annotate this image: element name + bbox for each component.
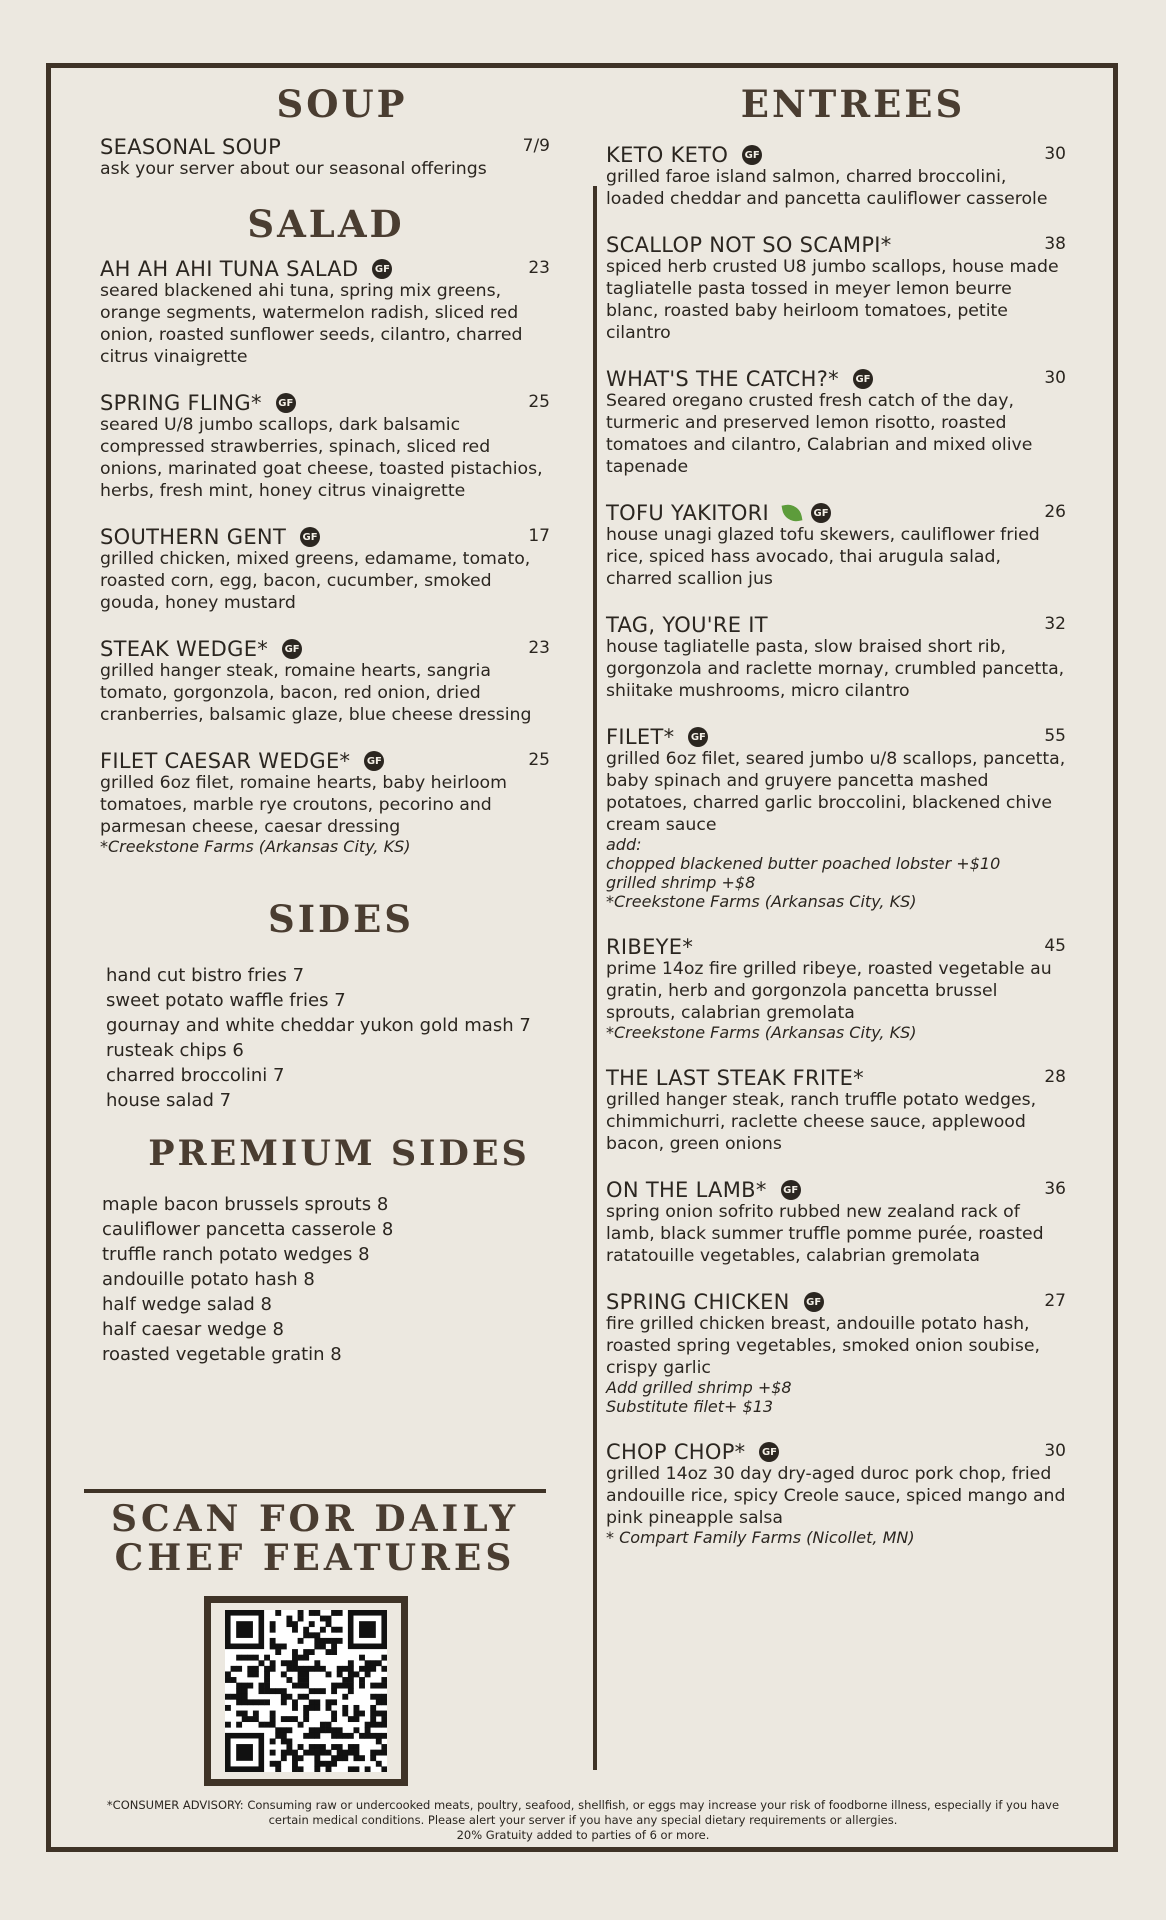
- premium-sides-list: [100, 1192, 552, 1367]
- premium-side-item: roasted vegetable gratin 8: [102, 1344, 342, 1365]
- menu-item-price: 28: [1044, 1067, 1066, 1087]
- menu-item-name: RIBEYE*: [606, 935, 694, 959]
- consumer-advisory: [60, 1798, 1106, 1843]
- sourcing-note: *Creekstone Farms (Arkansas City, KS): [100, 837, 411, 856]
- side-item: sweet potato waffle fries 7: [106, 990, 346, 1011]
- menu-item-name: FILET CAESAR WEDGE*: [100, 749, 351, 773]
- menu-item-price: 27: [1044, 1291, 1066, 1311]
- salad-heading: SALAD: [247, 202, 405, 246]
- menu-item-description: house tagliatelle pasta, slow braised short rib, gorgonzola and raclette mornay, crumbled pancetta, shiitake mushrooms, micro cilantro: [606, 637, 1065, 701]
- menu-item-price: 38: [1044, 234, 1066, 254]
- menu-item-header: [606, 232, 1066, 258]
- premium-side-item: truffle ranch potato wedges 8: [102, 1244, 370, 1265]
- scan-line-2: CHEF FEATURES: [114, 1537, 516, 1579]
- menu-item-price: 25: [528, 392, 550, 412]
- menu-item: [606, 1289, 1066, 1417]
- menu-item-name: KETO KETO: [606, 143, 729, 167]
- menu-item-header: [100, 636, 552, 662]
- menu-item-header: [606, 500, 1066, 526]
- menu-item: [100, 524, 552, 614]
- menu-item-description: grilled faroe island salmon, charred broccolini, loaded cheddar and pancetta cauliflower casserole: [606, 167, 1048, 209]
- menu-item: [606, 366, 1066, 478]
- menu-item: [606, 1439, 1066, 1548]
- menu-item-price: 26: [1044, 502, 1066, 522]
- menu-item-header: [100, 524, 552, 550]
- side-item: hand cut bistro fries 7: [106, 965, 305, 986]
- menu-item-name: TAG, YOU'RE IT: [606, 613, 768, 637]
- vegan-leaf-icon: [782, 503, 803, 524]
- qr-code[interactable]: [225, 1610, 387, 1772]
- scan-heading: [84, 1500, 546, 1578]
- item-addon-note: Substitute filet+ $13: [606, 1397, 774, 1416]
- menu-item-price: 32: [1044, 614, 1066, 634]
- left-column: [100, 82, 552, 1367]
- premium-sides-heading: PREMIUM SIDES: [148, 1133, 530, 1174]
- menu-item-header: [606, 366, 1066, 392]
- gluten-free-icon: GF: [276, 393, 296, 413]
- entrees-list: [606, 142, 1066, 1548]
- menu-item: [100, 636, 552, 726]
- salad-list: [100, 256, 552, 857]
- column-divider: [593, 186, 597, 1770]
- item-addon-note: add:: [606, 835, 642, 854]
- menu-item: [100, 256, 552, 368]
- premium-side-item: andouille potato hash 8: [102, 1269, 315, 1290]
- sides-list: [100, 963, 552, 1113]
- menu-item-header: [606, 1177, 1066, 1203]
- menu-item-name: CHOP CHOP*: [606, 1440, 746, 1464]
- menu-item-price: 7/9: [522, 136, 550, 156]
- menu-item-price: 23: [528, 638, 550, 658]
- gratuity-note: 20% Gratuity added to parties of 6 or more.: [456, 1828, 710, 1842]
- menu-item-name: SOUTHERN GENT: [100, 525, 287, 549]
- side-item: rusteak chips 6: [106, 1040, 244, 1061]
- menu-item-header: [606, 724, 1066, 750]
- menu-item: [606, 500, 1066, 590]
- menu-item-price: 45: [1044, 936, 1066, 956]
- menu-item-name: SCALLOP NOT SO SCAMPI*: [606, 233, 892, 257]
- menu-item-header: [606, 1289, 1066, 1315]
- menu-item-price: 55: [1044, 726, 1066, 746]
- menu-item-price: 23: [528, 258, 550, 278]
- gluten-free-icon: GF: [853, 369, 873, 389]
- menu-item-description: grilled 6oz filet, romaine hearts, baby heirloom tomatoes, marble rye croutons, pecorino and parmesan cheese, caesar dressing: [100, 773, 507, 837]
- menu-item-price: 30: [1044, 144, 1066, 164]
- gluten-free-icon: GF: [688, 727, 708, 747]
- menu-item: [606, 142, 1066, 210]
- menu-item-description: spring onion sofrito rubbed new zealand rack of lamb, black summer truffle pomme purée, roasted ratatouille vegetables, calabrian gremolata: [606, 1202, 1044, 1266]
- qr-code-icon: [225, 1610, 387, 1772]
- menu-item-description: grilled hanger steak, romaine hearts, sangria tomato, gorgonzola, bacon, red onion, dried cranberries, balsamic glaze, blue cheese dressing: [100, 661, 532, 725]
- qr-code-frame: [204, 1596, 408, 1786]
- sides-heading: SIDES: [267, 897, 415, 941]
- menu-item-header: [606, 142, 1066, 168]
- item-addon-note: chopped blackened butter poached lobster +$10: [606, 854, 1001, 873]
- menu-item-name: WHAT'S THE CATCH?*: [606, 367, 839, 391]
- menu-item-description: seared blackened ahi tuna, spring mix greens, orange segments, watermelon radish, sliced red onion, roasted sunflower seeds, cilantro, charred citrus vinaigrette: [100, 281, 523, 367]
- menu-item-description: ask your server about our seasonal offerings: [100, 159, 487, 179]
- menu-item-name: FILET*: [606, 725, 675, 749]
- menu-item-header: [606, 612, 1066, 638]
- menu-item: [606, 724, 1066, 912]
- menu-item-name: ON THE LAMB*: [606, 1178, 767, 1202]
- premium-side-item: half caesar wedge 8: [102, 1319, 284, 1340]
- menu-item-name: SEASONAL SOUP: [100, 135, 282, 159]
- menu-item-price: 17: [528, 526, 550, 546]
- menu-item-price: 30: [1044, 368, 1066, 388]
- item-addon-note: *Creekstone Farms (Arkansas City, KS): [606, 892, 917, 911]
- side-item: charred broccolini 7: [106, 1065, 285, 1086]
- premium-side-item: maple bacon brussels sprouts 8: [102, 1194, 389, 1215]
- gluten-free-icon: GF: [372, 259, 392, 279]
- menu-item-name: AH AH AHI TUNA SALAD: [100, 257, 359, 281]
- entrees-heading: ENTREES: [740, 82, 966, 126]
- gluten-free-icon: GF: [282, 639, 302, 659]
- item-addon-note: *Creekstone Farms (Arkansas City, KS): [606, 1023, 917, 1042]
- item-addon-note: * Compart Family Farms (Nicollet, MN): [606, 1528, 915, 1547]
- menu-item-name: THE LAST STEAK FRITE*: [606, 1066, 864, 1090]
- item-addon-note: grilled shrimp +$8: [606, 873, 756, 892]
- menu-item-header: [100, 748, 552, 774]
- menu-item-description: grilled hanger steak, ranch truffle potato wedges, chimmichurri, raclette cheese sauce, applewood bacon, green onions: [606, 1090, 1037, 1154]
- gluten-free-icon: GF: [804, 1292, 824, 1312]
- menu-item-description: house unagi glazed tofu skewers, cauliflower fried rice, spiced hass avocado, thai arugula salad, charred scallion jus: [606, 525, 1040, 589]
- menu-item: [100, 748, 552, 857]
- menu-item-header: [100, 390, 552, 416]
- gluten-free-icon: GF: [742, 145, 762, 165]
- gluten-free-icon: GF: [781, 1180, 801, 1200]
- menu-item: [606, 1065, 1066, 1155]
- soup-list: [100, 134, 552, 180]
- soup-heading: SOUP: [276, 82, 408, 126]
- menu-item-header: [100, 256, 552, 282]
- menu-item-description: seared U/8 jumbo scallops, dark balsamic compressed strawberries, spinach, sliced red onions, marinated goat cheese, toasted pistachios, herbs, fresh mint, honey citrus vinaigrette: [100, 415, 543, 501]
- gluten-free-icon: GF: [811, 503, 831, 523]
- menu-item-name: SPRING FLING*: [100, 391, 262, 415]
- menu-item-header: [606, 1439, 1066, 1465]
- menu-item-description: Seared oregano crusted fresh catch of the day, turmeric and preserved lemon risotto, roasted tomatoes and cilantro, Calabrian and mixed olive tapenade: [606, 391, 1033, 477]
- menu-item: [606, 612, 1066, 702]
- menu-item-description: spiced herb crusted U8 jumbo scallops, house made tagliatelle pasta tossed in meyer lemon beurre blanc, roasted baby heirloom tomatoes, petite cilantro: [606, 257, 1059, 343]
- side-item: gournay and white cheddar yukon gold mash 7: [106, 1015, 531, 1036]
- menu-item-price: 36: [1044, 1179, 1066, 1199]
- scan-line-1: SCAN FOR DAILY: [110, 1498, 520, 1540]
- advisory-line-1: *CONSUMER ADVISORY: Consuming raw or undercooked meats, poultry, seafood, shellfish, or eggs may increase your risk of foodborne illness, especially if you have: [106, 1798, 1060, 1812]
- advisory-line-2: certain medical conditions. Please alert your server if you have any special dietary requirements or allergies.: [268, 1813, 898, 1827]
- premium-side-item: half wedge salad 8: [102, 1294, 272, 1315]
- gluten-free-icon: GF: [364, 751, 384, 771]
- menu-item-description: grilled 14oz 30 day dry-aged duroc pork chop, fried andouille rice, spicy Creole sauce, spiced mango and pink pineapple salsa: [606, 1464, 1066, 1528]
- side-item: house salad 7: [106, 1090, 232, 1111]
- scan-divider: [84, 1489, 546, 1493]
- premium-side-item: cauliflower pancetta casserole 8: [102, 1219, 394, 1240]
- menu-item-description: grilled 6oz filet, seared jumbo u/8 scallops, pancetta, baby spinach and gruyere pancetta mashed potatoes, charred garlic broccolini, blackened chive cream sauce: [606, 749, 1066, 835]
- menu-item-name: SPRING CHICKEN: [606, 1290, 790, 1314]
- menu-item: [606, 934, 1066, 1043]
- menu-item: [606, 1177, 1066, 1267]
- menu-item: [606, 232, 1066, 344]
- menu-item-name: STEAK WEDGE*: [100, 637, 269, 661]
- menu-item: [100, 390, 552, 502]
- menu-item-description: grilled chicken, mixed greens, edamame, tomato, roasted corn, egg, bacon, cucumber, smoked gouda, honey mustard: [100, 549, 531, 613]
- menu-item-price: 30: [1044, 1441, 1066, 1461]
- gluten-free-icon: GF: [759, 1442, 779, 1462]
- menu-item-description: fire grilled chicken breast, andouille potato hash, roasted spring vegetables, smoked onion soubise, crispy garlic: [606, 1314, 1040, 1378]
- menu-item-price: 25: [528, 750, 550, 770]
- menu-item-header: [100, 134, 552, 160]
- menu-item-name: TOFU YAKITORI: [606, 501, 770, 525]
- menu-item-description: prime 14oz fire grilled ribeye, roasted vegetable au gratin, herb and gorgonzola pancetta brussel sprouts, calabrian gremolata: [606, 959, 1052, 1023]
- item-addon-note: Add grilled shrimp +$8: [606, 1378, 792, 1397]
- menu-item: [100, 134, 552, 180]
- gluten-free-icon: GF: [300, 527, 320, 547]
- right-column: [606, 82, 1066, 1570]
- menu-item-header: [606, 1065, 1066, 1091]
- menu-item-header: [606, 934, 1066, 960]
